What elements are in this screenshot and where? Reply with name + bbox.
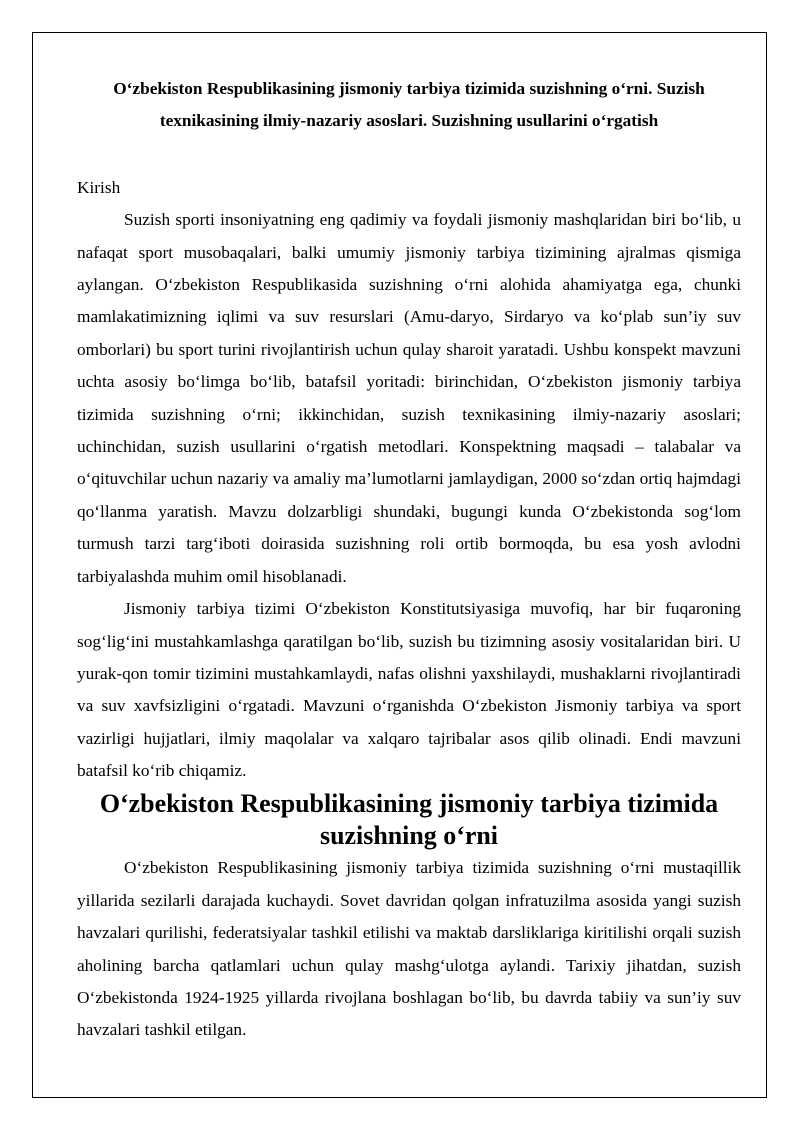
section-paragraph: O‘zbekiston Respublikasining jismoniy tarbiya tizimida suzishning o‘rni mustaqillik yillarida sezilarli darajada kuchaydi. Sovet davridan qolgan infratuzilma asosida yangi suzish havzalari qurilishi, federatsiyalar tashkil etilishi va maktab darsliklariga kiritilishi orqali suzish aholining barcha qatlamlari uchun qulay mashg‘ulotga aylandi. Tarixiy jihatdan, suzish O‘zbekistonda 1924-1925 yillarda rivojlana boshlagan bo‘lib, bu davrda tabiiy va sun’iy suv havzalari tashkil etilgan. — [77, 858, 741, 1040]
document-title: O‘zbekiston Respublikasining jismoniy tarbiya tizimida suzishning o‘rni. Suzish texnikasining ilmiy-nazariy asoslari. Suzishning usullarini o‘rgatish — [113, 79, 705, 131]
intro-label: Kirish — [77, 177, 121, 197]
section-heading: O‘zbekiston Respublikasining jismoniy tarbiya tizimida suzishning o‘rni — [99, 788, 719, 850]
intro-paragraph-2: Jismoniy tarbiya tizimi O‘zbekiston Konstitutsiyasiga muvofiq, har bir fuqaroning sog‘lig‘ini mustahkamlashga qaratilgan bo‘lib, suzish bu tizimning asosiy vositalaridan biri. U yurak-qon tomir tizimini mustahkamlaydi, nafas olishni yaxshilaydi, mushaklarni rivojlantiradi va suv xavfsizligini o‘rgatadi. Mavzuni o‘rganishda O‘zbekiston Jismoniy tarbiya va sport vazirligi hujjatlari, ilmiy maqolalar va xalqaro tajribalar asos qilib olinadi. Endi mavzuni batafsil ko‘rib chiqamiz. — [77, 599, 741, 781]
intro-paragraph-1: Suzish sporti insoniyatning eng qadimiy va foydali jismoniy mashqlaridan biri bo‘lib, u nafaqat sport musobaqalari, balki umumiy jismoniy tarbiya tizimining ajralmas qismiga aylangan. O‘zbekiston Respublikasida suzishning o‘rni alohida ahamiyatga ega, chunki mamlakatimizning iqlimi va suv resurslari (Amu-daryo, Sirdaryo va ko‘plab sun’iy suv omborlari) bu sport turini rivojlantirish uchun qulay sharoit yaratadi. Ushbu konspekt mavzuni uchta asosiy bo‘limga bo‘lib, batafsil yoritadi: birinchidan, O‘zbekiston jismoniy tarbiya tizimida suzishning o‘rni; ikkinchidan, suzish texnikasining ilmiy-nazariy asoslari; uchinchidan, suzish usullarini o‘rgatish metodlari. Konspektning maqsadi – talabalar va o‘qituvchilar uchun nazariy va amaliy ma’lumotlarni jamlaydigan, 2000 so‘zdan ortiq hajmdagi qo‘llanma yaratish. Mavzu dolzarbligi shundaki, bugungi kunda O‘zbekistonda sog‘lom turmush tarzi targ‘iboti doirasida suzishning roli ortib bormoqda, bu esa yosh avlodni tarbiyalashda muhim omil hisoblanadi. — [77, 210, 741, 586]
document-body — [77, 73, 741, 1047]
